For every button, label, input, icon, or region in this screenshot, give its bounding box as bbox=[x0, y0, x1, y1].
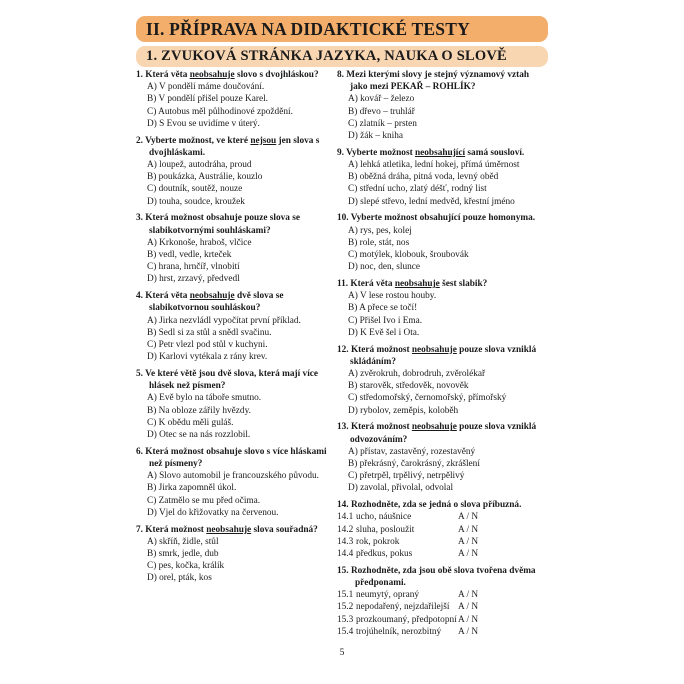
answer-option: D) rybolov, zeměpis, koloběh bbox=[348, 405, 459, 416]
task-row-answer: A / N bbox=[458, 549, 479, 560]
answer-option: B) starověk, středověk, novověk bbox=[348, 381, 469, 392]
task-row bbox=[337, 601, 548, 613]
question-text bbox=[136, 135, 334, 159]
task-row bbox=[337, 589, 548, 601]
task-row bbox=[337, 626, 548, 638]
question-emphasis: nejsou bbox=[250, 135, 277, 146]
answer-option: B) dřevo – truhlář bbox=[348, 106, 415, 117]
task-row-words: trojúhelník, nerozbitný bbox=[356, 626, 442, 637]
answer-option: D) Otec se na nás rozzlobil. bbox=[147, 430, 251, 441]
question bbox=[337, 278, 548, 339]
answer-option: C) K obědu měli guláš. bbox=[147, 417, 234, 428]
question bbox=[136, 368, 334, 441]
question-text bbox=[136, 69, 334, 81]
answer-option: A) zvěrokruh, dobrodruh, zvěrolékař bbox=[348, 369, 486, 380]
task-row-number: 14.3 bbox=[337, 536, 354, 547]
answer-option: A) kovář – železo bbox=[348, 94, 415, 105]
answer-option: D) Vjel do křižovatky na červenou. bbox=[147, 507, 279, 518]
answer-option: D) touha, soudce, kroužek bbox=[147, 196, 245, 207]
question-text-end: slova souřadná? bbox=[251, 524, 318, 535]
question-text bbox=[337, 69, 548, 93]
task-row-answer: A / N bbox=[458, 614, 479, 625]
answer-option: A) Evě bylo na táboře smutno. bbox=[147, 393, 262, 404]
question-text-start: 2. Vyberte možnost, ve které bbox=[136, 135, 251, 146]
task-row-answer: A / N bbox=[458, 536, 479, 547]
question bbox=[337, 69, 548, 142]
task-row-number: 14.1 bbox=[337, 512, 354, 523]
answer-option: C) středomořský, černomořský, přímořský bbox=[348, 393, 507, 404]
question bbox=[337, 344, 548, 417]
answer-option: D) žák – kniha bbox=[348, 131, 403, 142]
task-row bbox=[337, 548, 548, 560]
task-row-number: 15.4 bbox=[337, 626, 354, 637]
question-text bbox=[337, 212, 548, 224]
task-row bbox=[337, 536, 548, 548]
answer-option: A) rys, pes, kolej bbox=[348, 225, 412, 236]
answer-option: C) pes, kočka, králík bbox=[147, 561, 225, 572]
question-text-end: šest slabik? bbox=[439, 279, 488, 290]
task-row-number: 15.3 bbox=[337, 614, 354, 625]
question-emphasis: neobsahuje bbox=[411, 422, 457, 433]
answer-option: A) přístav, zastavěný, rozestavěný bbox=[348, 446, 476, 457]
answer-option: B) vedl, vedle, krteček bbox=[147, 250, 232, 261]
question-emphasis: neobsahuje bbox=[411, 344, 457, 355]
question-emphasis: neobsahuje bbox=[189, 291, 235, 302]
question-emphasis: neobsahuje bbox=[206, 524, 252, 535]
task-row-words: předkus, pokus bbox=[356, 549, 413, 560]
question bbox=[136, 524, 334, 585]
task-row-words: rok, pokrok bbox=[356, 536, 400, 547]
task-14-rows bbox=[337, 511, 548, 560]
question-text bbox=[136, 368, 334, 392]
answer-option: B) poukázka, Austrálie, kouzlo bbox=[147, 172, 263, 183]
question bbox=[337, 421, 548, 494]
question bbox=[136, 135, 334, 208]
answer-option: B) A přece se točí! bbox=[348, 303, 418, 314]
task-14-title: 14. Rozhodněte, zda se jedná o slova příbuzná. bbox=[337, 500, 522, 511]
subsection-title: 1. ZVUKOVÁ STRÁNKA JAZYKA, NAUKA O SLOVĚ bbox=[136, 46, 548, 67]
question-emphasis: neobsahuje bbox=[189, 70, 235, 80]
answer-option: C) přetrpěl, trpělivý, netrpělivý bbox=[348, 471, 465, 482]
answer-option: C) střední ucho, zlatý déšť, rodný list bbox=[348, 184, 487, 195]
question-text-start: 6. Která možnost obsahuje slovo s více hláskami než písmeny? bbox=[136, 446, 327, 470]
answer-option: B) oběžná dráha, pitná voda, levný oběd bbox=[348, 172, 499, 183]
answer-option: A) Jirka nezvládl vypočítat první příklad. bbox=[147, 315, 301, 326]
task-row-answer: A / N bbox=[458, 590, 479, 601]
answer-option: B) Na obloze zářily hvězdy. bbox=[147, 405, 251, 416]
question-text-end: pouze slova vzniklá skládáním? bbox=[350, 344, 537, 367]
question bbox=[136, 446, 334, 519]
answer-option: B) Sedl si za stůl a snědl svačinu. bbox=[147, 327, 272, 338]
question-text-start: 1. Která věta bbox=[136, 70, 190, 80]
task-15-rows bbox=[337, 589, 548, 638]
answer-option: B) překrásný, čarokrásný, zkrášlení bbox=[348, 459, 480, 470]
task-row-number: 14.2 bbox=[337, 524, 354, 535]
question-text-end: slovo s dvojhláskou? bbox=[234, 70, 319, 80]
question-text bbox=[337, 421, 548, 445]
right-column bbox=[337, 69, 548, 643]
question-emphasis: neobsahující bbox=[414, 147, 466, 158]
question-text-start: 12. Která možnost bbox=[337, 344, 412, 355]
question-text-start: 9. Vyberte možnost bbox=[337, 147, 415, 158]
page-number: 5 bbox=[339, 648, 345, 658]
question-text bbox=[337, 278, 548, 290]
answer-option: B) Jirka zapomněl úkol. bbox=[147, 483, 237, 494]
answer-option: C) doutník, soutěž, nouze bbox=[147, 184, 243, 195]
answer-option: A) loupež, autodráha, proud bbox=[147, 160, 252, 171]
task-row-answer: A / N bbox=[458, 602, 479, 613]
answer-option: A) V lese rostou houby. bbox=[348, 291, 437, 302]
answer-option: C) motýlek, klobouk, šroubovák bbox=[348, 250, 469, 261]
question bbox=[136, 69, 334, 130]
answer-option: C) Autobus měl půlhodinové zpoždění. bbox=[147, 106, 293, 117]
task-row-words: sluha, posloužit bbox=[356, 524, 415, 535]
task-row-words: prozkoumaný, předpotopní bbox=[356, 614, 457, 625]
task-row bbox=[337, 524, 548, 536]
answer-option: A) lehká atletika, lední hokej, přímá úměrnost bbox=[348, 160, 520, 171]
question-text bbox=[337, 344, 548, 368]
task-row-words: nepodařený, nejzdařilejší bbox=[356, 602, 450, 613]
answer-option: D) Karlovi vytékala z rány krev. bbox=[147, 352, 268, 363]
question-text-start: 13. Která možnost bbox=[337, 422, 412, 433]
question-text-end: dvě slova se slabikotvornou souhláskou? bbox=[149, 291, 284, 314]
question bbox=[136, 212, 334, 285]
question-text-end: samá sousloví. bbox=[465, 147, 525, 158]
question-emphasis: neobsahuje bbox=[394, 279, 440, 290]
task-row-number: 15.1 bbox=[337, 590, 354, 601]
task-15-title: 15. Rozhodněte, zda jsou obě slova tvořena dvěma předponami. bbox=[337, 565, 536, 589]
question-text-start: 5. Ve které větě jsou dvě slova, která mají více hlásek než písmen? bbox=[136, 369, 319, 392]
question-text bbox=[136, 524, 334, 536]
answer-option: C) Zatmělo se mu před očima. bbox=[147, 495, 261, 506]
answer-option: A) Slovo automobil je francouzského původu. bbox=[147, 471, 319, 482]
answer-option: D) orel, pták, kos bbox=[147, 573, 212, 584]
task-row-number: 14.4 bbox=[337, 549, 354, 560]
task-row-number: 15.2 bbox=[337, 602, 354, 613]
question-text-start: 8. Mezi kterými slovy je stejný významový vztah jako mezi PEKAŘ – ROHLÍK? bbox=[337, 70, 530, 93]
task-row bbox=[337, 614, 548, 626]
question-text-start: 7. Která možnost bbox=[136, 524, 207, 535]
answer-option: D) zavolal, přivolal, odvolal bbox=[348, 483, 454, 494]
question-text bbox=[136, 290, 334, 314]
question bbox=[337, 212, 548, 273]
question bbox=[337, 147, 548, 208]
right-questions bbox=[337, 69, 548, 495]
left-column bbox=[136, 69, 334, 589]
question bbox=[136, 290, 334, 363]
task-row-answer: A / N bbox=[458, 512, 479, 523]
question-text-start: 10. Vyberte možnost obsahující pouze homonyma. bbox=[337, 213, 536, 224]
answer-option: A) skříň, židle, stůl bbox=[147, 536, 219, 547]
question-text bbox=[136, 446, 334, 470]
answer-option: B) role, stát, nos bbox=[348, 237, 410, 248]
answer-option: C) Petr vlezl pod stůl v kuchyni. bbox=[147, 340, 268, 351]
task-15 bbox=[337, 565, 548, 638]
question-text-start: 3. Která možnost obsahuje pouze slova se slabikotvornými souhláskami? bbox=[136, 213, 300, 236]
task-row-words: neumytý, opraný bbox=[356, 590, 419, 601]
task-row-answer: A / N bbox=[458, 626, 479, 637]
answer-option: A) V pondělí máme doučování. bbox=[147, 82, 265, 93]
answer-option: D) hrst, zrzavý, předvedl bbox=[147, 274, 240, 285]
answer-option: A) Krkonoše, hraboš, vlčice bbox=[147, 237, 252, 248]
question-text-start: 4. Která věta bbox=[136, 291, 190, 302]
task-row-words: ucho, náušnice bbox=[356, 512, 412, 523]
answer-option: D) S Evou se uvidíme v úterý. bbox=[147, 118, 260, 129]
question-text bbox=[136, 212, 334, 236]
section-title: II. PŘÍPRAVA NA DIDAKTICKÉ TESTY bbox=[136, 16, 548, 42]
answer-option: D) K Evě šel i Ota. bbox=[348, 327, 420, 338]
question-text-start: 11. Která věta bbox=[337, 279, 395, 290]
question-text-end: pouze slova vzniklá odvozováním? bbox=[350, 422, 537, 445]
task-row-answer: A / N bbox=[458, 524, 479, 535]
question-text bbox=[337, 147, 548, 159]
answer-option: B) V pondělí přišel pouze Karel. bbox=[147, 94, 269, 105]
task-14 bbox=[337, 499, 548, 560]
answer-option: B) smrk, jedle, dub bbox=[147, 549, 219, 560]
answer-option: D) slepé střevo, lední medvěd, křestní jméno bbox=[348, 196, 515, 207]
answer-option: D) noc, den, slunce bbox=[348, 262, 421, 273]
answer-option: C) zlatník – prsten bbox=[348, 118, 417, 129]
task-row bbox=[337, 511, 548, 523]
question-text-end: jen slova s dvojhláskami. bbox=[149, 135, 320, 158]
answer-option: C) hrana, hrnčíř, vlnobití bbox=[147, 262, 240, 273]
answer-option: C) Přišel Ivo i Ema. bbox=[348, 315, 423, 326]
